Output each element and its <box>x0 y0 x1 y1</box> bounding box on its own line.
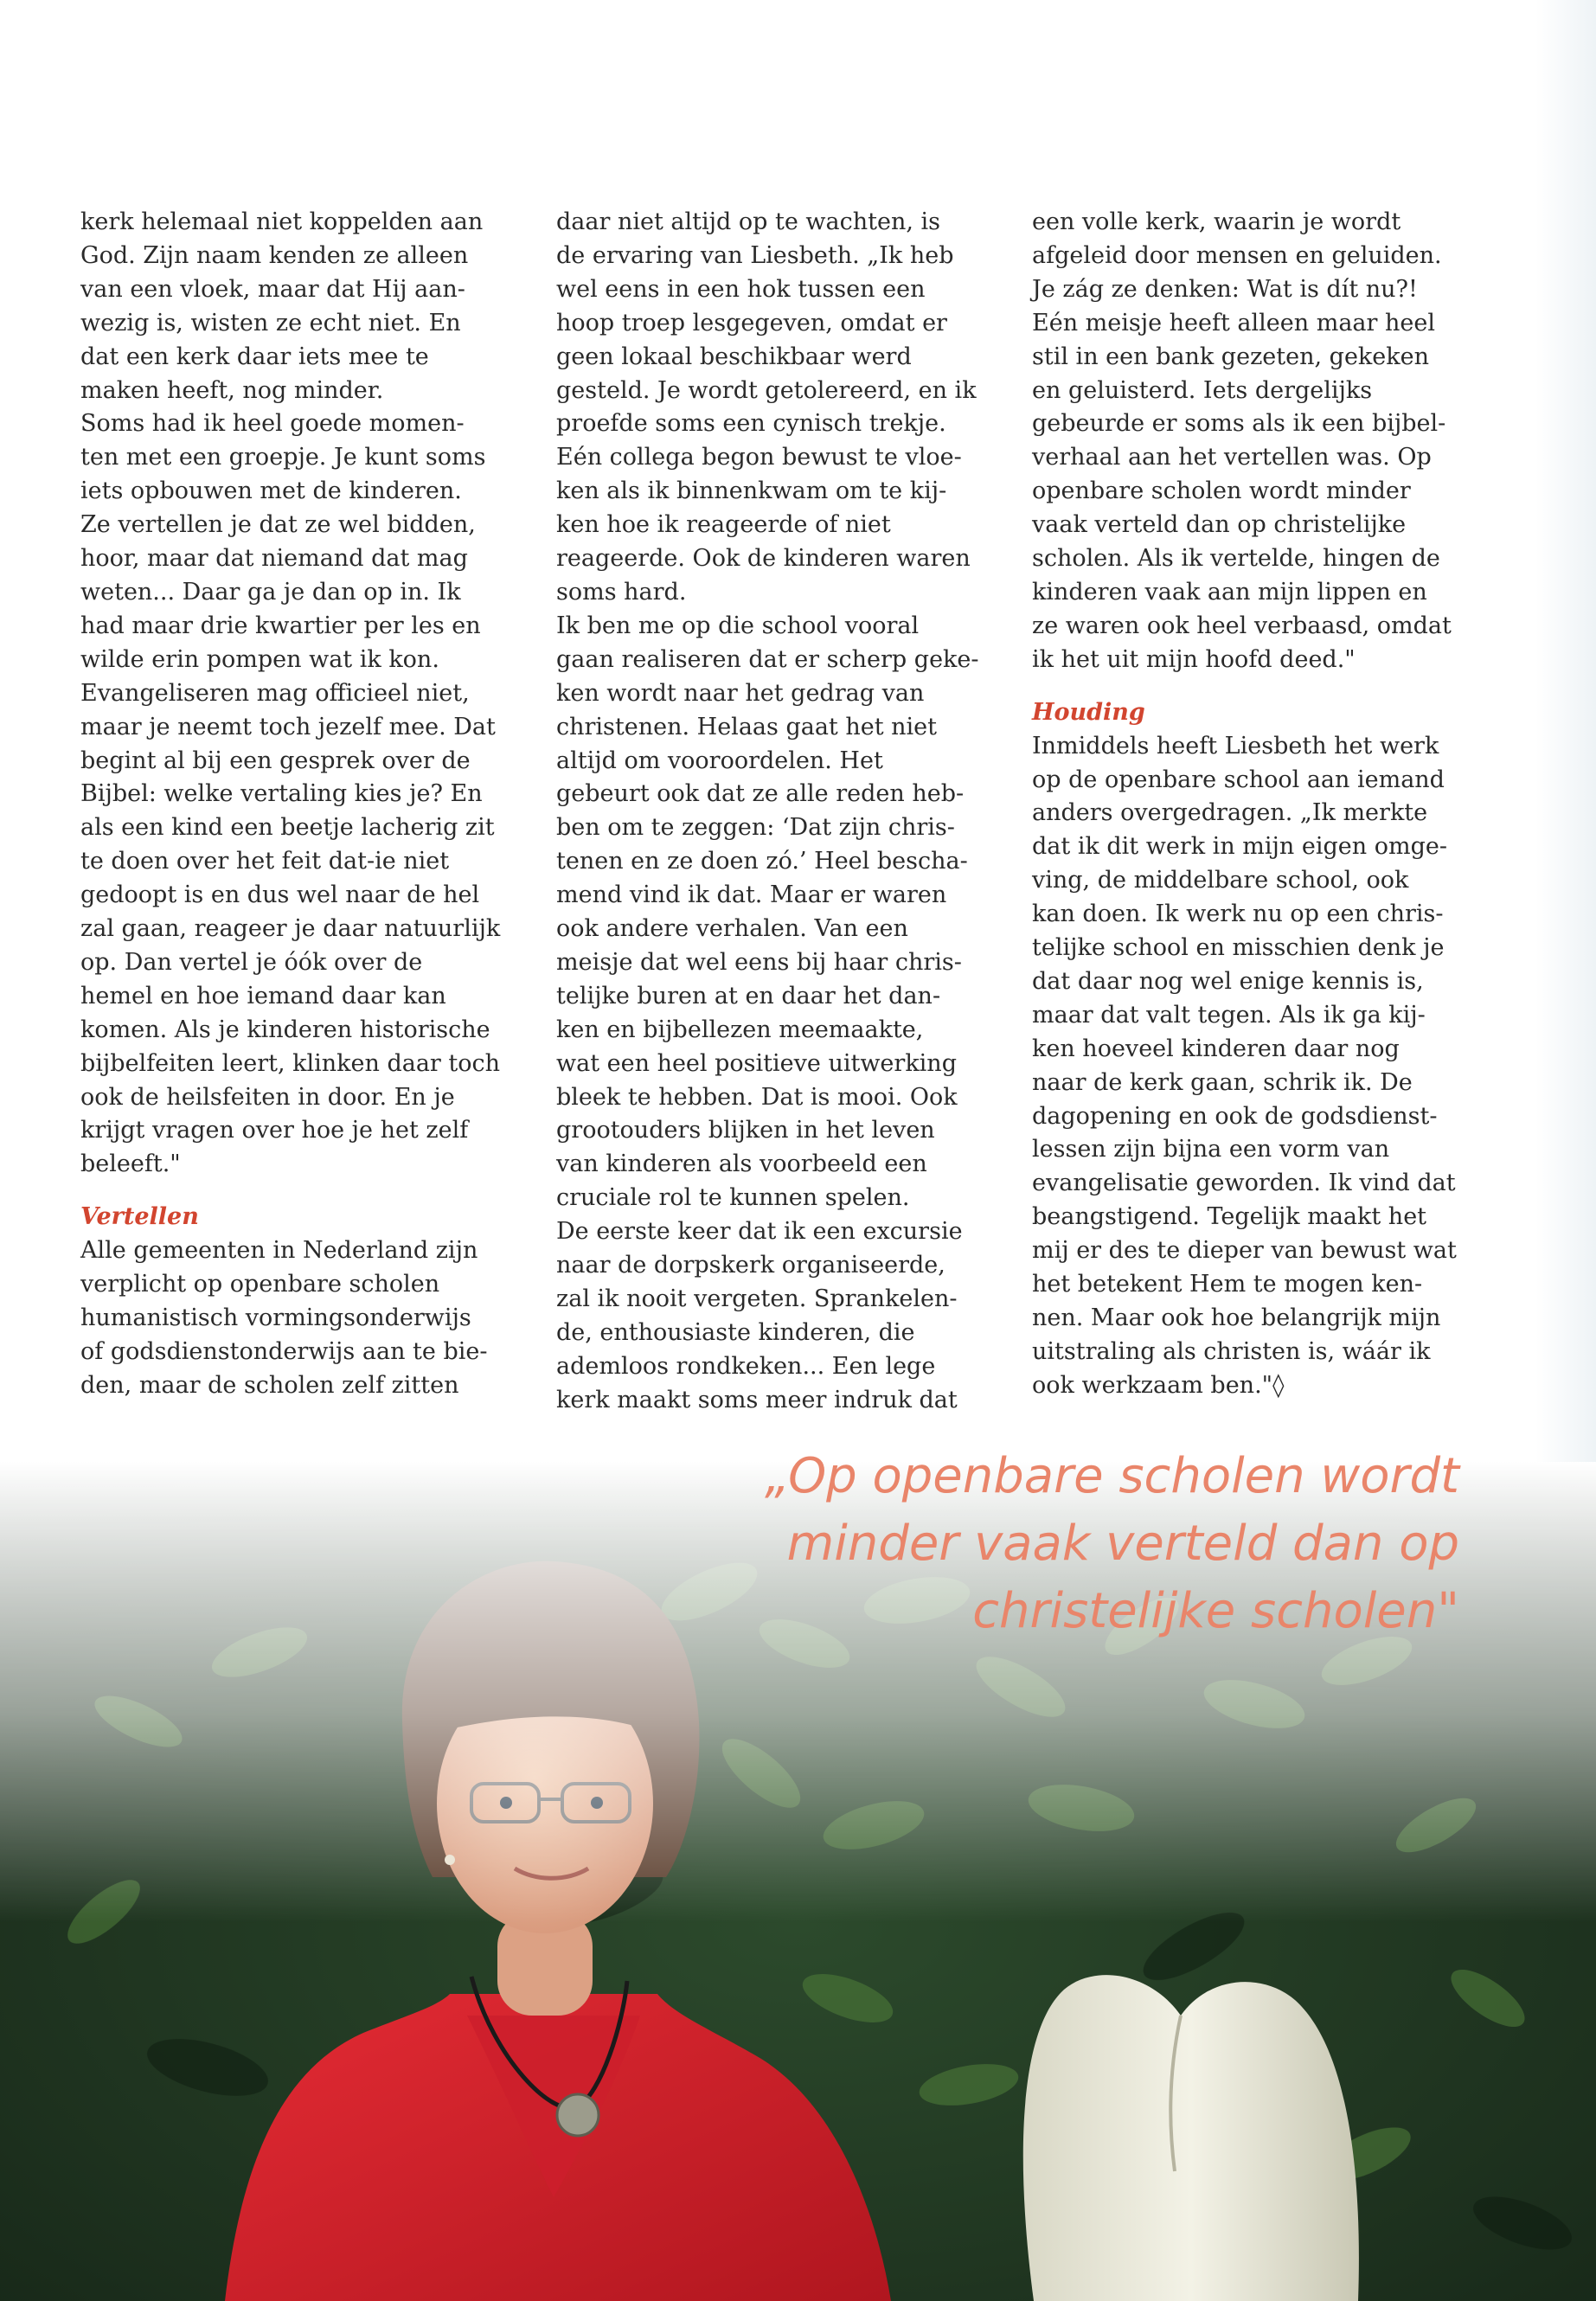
text-column-1 <box>80 206 530 1403</box>
pull-quote: „Op openbare scholen wordt minder vaak verteld dan op christelijke scholen" <box>765 1448 1459 1639</box>
text-column-2 <box>556 206 1006 1418</box>
column-3-paragraph-2: Inmiddels heeft Liesbeth het werk op de openbare school aan iemand anders overgedragen. „Ik merkte dat ik dit werk in mijn eigen omge- ving, de middelbare school, ook kan doen. Ik werk nu op een chris- telijke school en misschien denk je dat daar nog wel enige kennis is, maar dat valt tegen. Als ik ga kij- ken hoeveel kinderen daar nog naar de kerk gaan, schrik ik. De dagopening en ook de godsdienst- lessen zijn bijna een vorm van evangelisatie geworden. Ik vind dat beangstigend. Tegelijk maakt het mij er des te dieper van bewust wat het betekent Hem te mogen ken- nen. Maar ook hoe belangrijk mijn uitstraling als christen is, wáár ik ook werkzaam ben."◊ <box>1032 732 1457 1399</box>
column-2-paragraph-1: daar niet altijd op te wachten, is de ervaring van Liesbeth. „Ik heb wel eens in een hok tussen een hoop troep lesgegeven, omdat er geen lokaal beschikbaar werd gesteld. Je wordt getolereerd, en ik proefde soms een cynisch trekje. Eén collega begon bewust te vloe- ken als ik binnenkwam om te kij- ken hoe ik reageerde of niet reageerde. Ook de kinderen waren soms hard. Ik ben me op die school vooral gaan realiseren dat er scherp geke- ken wordt naar het gedrag van christenen. Helaas gaat het niet altijd om vooroordelen. Het gebeurt ook dat ze alle reden heb- ben om te zeggen: ‘Dat zijn chris- tenen en ze doen zó.’ Heel bescha- mend vind ik dat. Maar er waren ook andere verhalen. Van een meisje dat wel eens bij haar chris- telijke buren at en daar het dan- ken en bijbellezen meemaakte, wat een heel positieve uitwerking bleek te hebben. Dat is mooi. Ook grootouders blijken in het leven van kinderen als voorbeeld een cruciale rol te kunnen spelen. De eerste keer dat ik een excursie naar de dorpskerk organiseerde, zal ik nooit vergeten. Sprankelen- de, enthousiaste kinderen, die ademloos rondkeken... Een lege kerk maakt soms meer indruk dat <box>556 208 979 1413</box>
text-column-3 <box>1032 206 1482 1403</box>
column-1-paragraph-2: Alle gemeenten in Nederland zijn verplicht op openbare scholen humanistisch vormingsonderwijs of godsdienstonderwijs aan te bie- den, maar de scholen zelf zitten <box>80 1237 488 1399</box>
section-heading-vertellen: Vertellen <box>80 1203 199 1231</box>
column-1-paragraph-1: kerk helemaal niet koppelden aan God. Zijn naam kenden ze alleen van een vloek, maar dat Hij aan- wezig is, wisten ze echt niet. En dat een kerk daar iets mee te maken heeft, nog minder. Soms had ik heel goede momen- ten met een groepje. Je kunt soms iets opbouwen met de kinderen. Ze vertellen je dat ze wel bidden, hoor, maar dat niemand dat mag weten... Daar ga je dan op in. Ik had maar drie kwartier per les en wilde erin pompen wat ik kon. Evangeliseren mag officieel niet, maar je neemt toch jezelf mee. Dat begint al bij een gesprek over de Bijbel: welke vertaling kies je? En als een kind een beetje lacherig zit te doen over het feit dat-ie niet gedoopt is en dus wel naar de hel zal gaan, reageer je daar natuurlijk op. Dan vertel je óók over de hemel en hoe iemand daar kan komen. Als je kinderen historische bijbelfeiten leert, klinken daar toch ook de heilsfeiten in door. En je krijgt vragen over hoe je het zelf beleeft." <box>80 208 501 1178</box>
column-3-paragraph-1: een volle kerk, waarin je wordt afgeleid door mensen en geluiden. Je zág ze denken: Wat is dít nu?! Eén meisje heeft alleen maar heel stil in een bank gezeten, gekeken en geluisterd. Iets dergelijks gebeurde er soms als ik een bijbel- verhaal aan het vertellen was. Op openbare scholen wordt minder vaak verteld dan op christelijke scholen. Als ik vertelde, hingen de kinderen vaak aan mijn lippen en ze waren ook heel verbaasd, omdat ik het uit mijn hoofd deed." <box>1032 208 1452 673</box>
section-heading-houding: Houding <box>1032 698 1145 726</box>
